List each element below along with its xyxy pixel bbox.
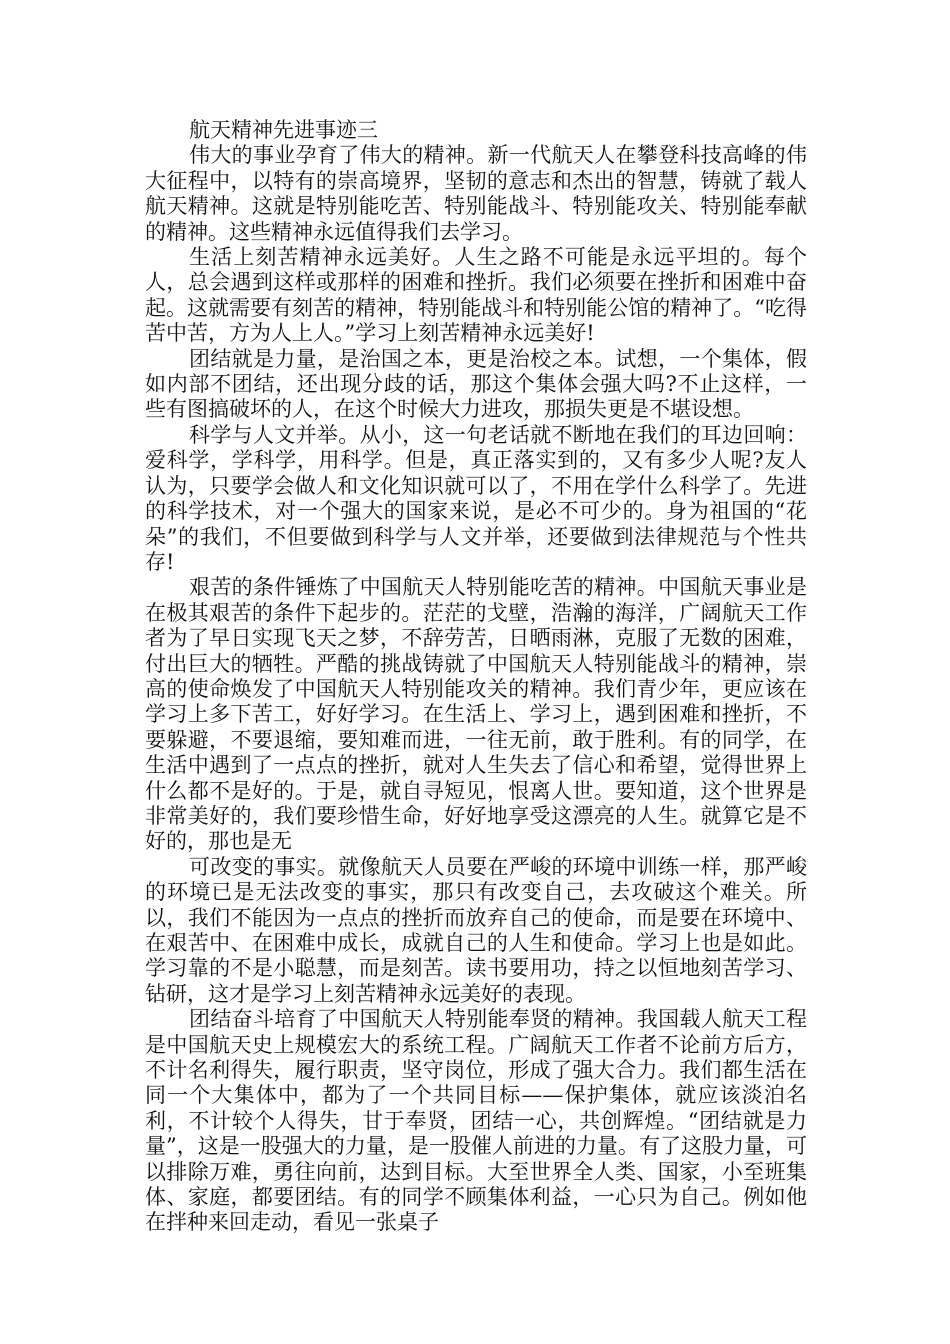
paragraph-6: 可改变的事实。就像航天人员要在严峻的环境中训练一样，那严峻的环境已是无法改变的事实，那只有改变自己，去攻破这个难关。所以，我们不能因为一点点的挫折而放弃自己的使命，而是要在环境中、在艰苦中、在困难中成长，成就自己的人生和使命。学习上也是如此。学习靠的不是小聪慧，而是刻苦。读书要用功，持之以恒地刻苦学习、钻研，这才是学习上刻苦精神永远美好的表现。 — [145, 854, 807, 1006]
document-title: 航天精神先进事迹三 — [189, 118, 378, 142]
paragraph-5: 艰苦的条件锤炼了中国航天人特别能吃苦的精神。中国航天事业是在极其艰苦的条件下起步的。茫茫的戈壁，浩瀚的海洋，广阔航天工作者为了早日实现飞天之梦，不辞劳苦，日晒雨淋，克服了无数的困难，付出巨大的牺牲。严酷的挑战铸就了中国航天人特别能战斗的精神，崇高的使命焕发了中国航天人特别能攻关的精神。我们青少年，更应该在学习上多下苦工，好好学习。在生活上、学习上，遇到困难和挫折，不要躲避，不要退缩，要知难而进，一往无前，敢于胜利。有的同学，在生活中遇到了一点点的挫折，就对人生失去了信心和希望，觉得世界上什么都不是好的。于是，就自寻短见，恨离人世。要知道，这个世界是非常美好的，我们要珍惜生命，好好地享受这漂亮的人生。就算它是不好的，那也是无 — [145, 575, 807, 854]
paragraph-3: 团结就是力量，是治国之本，更是治校之本。试想，一个集体，假如内部不团结，还出现分歧的话，那这个集体会强大吗?不止这样，一些有图搞破坏的人，在这个时候大力进攻，那损失更是不堪设想。 — [145, 346, 807, 422]
paragraph-4: 科学与人文并举。从小，这一句老话就不断地在我们的耳边回响：爱科学，学科学，用科学。但是，真正落实到的，又有多少人呢?友人认为，只要学会做人和文化知识就可以了，不用在学什么科学了。先进的科学技术，对一个强大的国家来说，是必不可少的。身为祖国的“花朵”的我们，不但要做到科学与人文并举，还要做到法律规范与个性共存! — [145, 422, 807, 574]
paragraph-2: 生活上刻苦精神永远美好。人生之路不可能是永远平坦的。每个人，总会遇到这样或那样的困难和挫折。我们必须要在挫折和困难中奋起。这就需要有刻苦的精神，特别能战斗和特别能公馆的精神了。“吃得苦中苦，方为人上人。”学习上刻苦精神永远美好! — [145, 245, 807, 346]
paragraph-1: 伟大的事业孕育了伟大的精神。新一代航天人在攀登科技高峰的伟大征程中，以特有的崇高境界，坚韧的意志和杰出的智慧，铸就了载人航天精神。这就是特别能吃苦、特别能战斗、特别能攻关、特别能奉献的精神。这些精神永远值得我们去学习。 — [145, 143, 807, 244]
document-body — [145, 118, 807, 1236]
paragraph-7: 团结奋斗培育了中国航天人特别能奉贤的精神。我国载人航天工程是中国航天史上规模宏大的系统工程。广阔航天工作者不论前方后方，不计名利得失，履行职责，坚守岗位，形成了强大合力。我们都生活在同一个大集体中，都为了一个共同目标——保护集体，就应该淡泊名利，不计较个人得失，甘于奉贤，团结一心，共创辉煌。“团结就是力量”，这是一股强大的力量，是一股催人前进的力量。有了这股力量，可以排除万难，勇往向前，达到目标。大至世界全人类、国家，小至班集体、家庭，都要团结。有的同学不顾集体利益，一心只为自己。例如他在拌种来回走动，看见一张桌子 — [145, 1007, 807, 1235]
